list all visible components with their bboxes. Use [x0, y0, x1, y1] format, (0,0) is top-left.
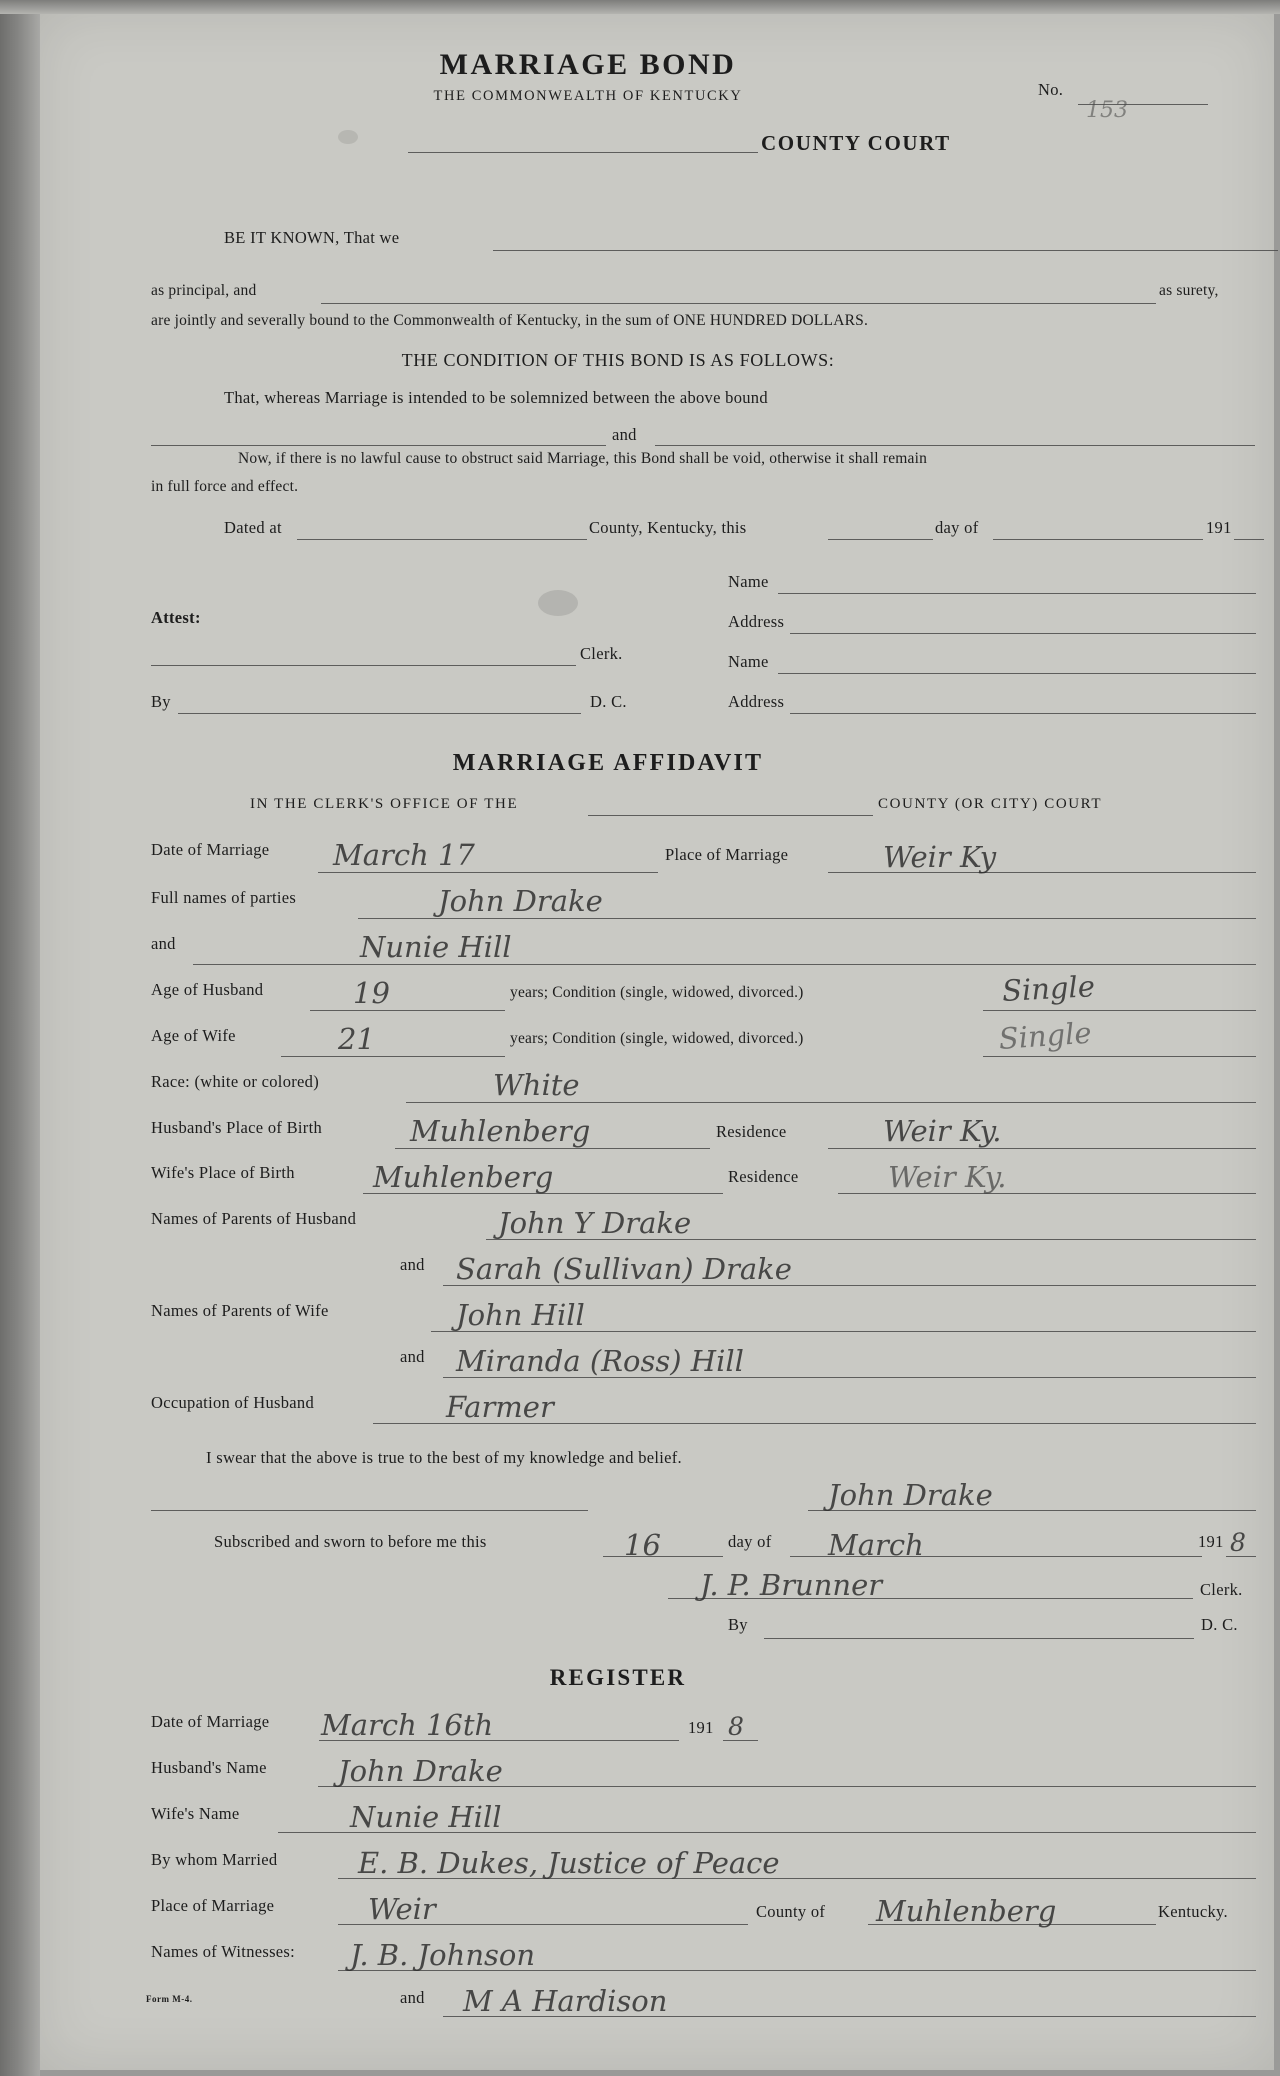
bond-and-label: and [612, 425, 637, 444]
now-if-text: Now, if there is no lawful cause to obstruct said Marriage, this Bond shall be void, otherwise it shall remain [238, 450, 928, 467]
parents-husband-and-value: Sarah (Sullivan) Drake [456, 1252, 792, 1286]
years-condition-label-wife: years; Condition (single, widowed, divorced.) [510, 1030, 804, 1047]
county-ky-this-label: County, Kentucky, this [589, 518, 747, 537]
clerks-office-label: IN THE CLERK'S OFFICE OF THE [250, 796, 519, 812]
scan-top-edge [0, 0, 1280, 14]
bound-party-1-rule [151, 445, 606, 446]
husband-birth-value: Muhlenberg [410, 1114, 591, 1148]
dc-label-affidavit: D. C. [1201, 1615, 1238, 1634]
subscribed-year-prefix: 191 [1198, 1532, 1224, 1551]
race-value: White [493, 1068, 580, 1102]
register-by-whom-value: E. B. Dukes, Justice of Peace [358, 1846, 780, 1880]
husband-residence-label: Residence [716, 1122, 787, 1141]
page-title: MARRIAGE BOND [439, 48, 737, 81]
clerk-label-bond: Clerk. [580, 644, 623, 663]
bond-number-rule [1078, 104, 1208, 105]
form-code: Form M-4. [146, 1994, 193, 2004]
parents-wife-value: John Hill [456, 1298, 585, 1332]
document-page [38, 10, 1274, 2070]
register-heading: REGISTER [549, 1665, 687, 1690]
bound-party-2-rule [655, 445, 1255, 446]
name-label-1: Name [728, 572, 769, 591]
register-county-value: Muhlenberg [876, 1894, 1057, 1928]
full-names-label: Full names of parties [151, 888, 297, 907]
register-place-label: Place of Marriage [151, 1896, 275, 1915]
register-witness2-value: M A Hardison [463, 1984, 668, 2018]
register-county-of-label: County of [756, 1902, 826, 1921]
occupation-label: Occupation of Husband [151, 1393, 315, 1412]
as-principal-label: as principal, and [151, 282, 257, 299]
register-wife-label: Wife's Name [151, 1804, 240, 1823]
register-place-value: Weir [368, 1892, 436, 1926]
by-rule-bond [178, 713, 581, 714]
clerk-label-affidavit: Clerk. [1200, 1580, 1243, 1599]
county-court-label: COUNTY COURT [761, 131, 951, 155]
wife-birth-value: Muhlenberg [373, 1160, 554, 1194]
condition-wife-rule [983, 1056, 1256, 1057]
age-wife-rule [281, 1056, 505, 1057]
full-names-and-value: Nunie Hill [360, 930, 512, 964]
full-names-rule [358, 918, 1256, 919]
register-husband-label: Husband's Name [151, 1758, 267, 1777]
subscribed-month-value: March [828, 1528, 924, 1562]
subscribed-year-digit: 8 [1230, 1528, 1246, 1557]
register-kentucky-label: Kentucky. [1158, 1902, 1228, 1921]
affiant-left-rule [151, 1510, 588, 1511]
affiant-signature: John Drake [828, 1478, 993, 1512]
parents-husband-label: Names of Parents of Husband [151, 1209, 357, 1228]
year-rule-bond [1234, 539, 1264, 540]
date-of-marriage-label: Date of Marriage [151, 840, 270, 859]
name-rule-2 [778, 673, 1256, 674]
register-witnesses-label: Names of Witnesses: [151, 1942, 296, 1961]
bond-number-value: 153 [1086, 98, 1128, 123]
address-label-1: Address [728, 612, 785, 631]
register-and-label: and [400, 1988, 425, 2007]
by-rule-affidavit [764, 1638, 1194, 1639]
full-names-and-label: and [151, 934, 176, 953]
dc-label-bond: D. C. [590, 692, 627, 711]
address-rule-1 [790, 633, 1256, 634]
subscribed-day-value: 16 [624, 1528, 661, 1562]
race-rule [406, 1102, 1256, 1103]
subscribed-label: Subscribed and sworn to before me this [214, 1532, 487, 1551]
husband-residence-value: Weir Ky. [883, 1114, 1002, 1148]
age-husband-value: 19 [353, 976, 390, 1010]
clerk-signature-rule [151, 665, 576, 666]
affidavit-heading: MARRIAGE AFFIDAVIT [452, 750, 764, 776]
wife-residence-label: Residence [728, 1167, 799, 1186]
name-label-2: Name [728, 652, 769, 671]
age-wife-value: 21 [338, 1022, 375, 1056]
jointly-bound-text: are jointly and severally bound to the Commonwealth of Kentucky, in the sum of ONE HUNDRED DOLLARS. [151, 312, 869, 329]
bond-number-label: No. [1038, 80, 1064, 99]
subscribed-day-of-label: day of [728, 1532, 772, 1551]
dated-at-label: Dated at [224, 518, 282, 537]
age-husband-label: Age of Husband [151, 980, 264, 999]
wife-birth-label: Wife's Place of Birth [151, 1163, 295, 1182]
register-date-label: Date of Marriage [151, 1712, 270, 1731]
parents-wife-and-value: Miranda (Ross) Hill [456, 1344, 744, 1378]
husband-birth-rule [395, 1148, 710, 1149]
subscribed-year-rule [1226, 1556, 1256, 1557]
month-rule [993, 539, 1203, 540]
day-of-label: day of [935, 518, 979, 537]
full-names-and-rule [193, 964, 1256, 965]
in-full-force-text: in full force and effect. [151, 478, 299, 495]
dated-at-rule [297, 539, 587, 540]
scan-blotch [338, 130, 358, 144]
register-date-value: March 16th [321, 1708, 494, 1742]
condition-husband-value: Single [1001, 969, 1096, 1008]
county-or-city-court-label: COUNTY (OR CITY) COURT [878, 796, 1103, 812]
scan-blotch [538, 590, 578, 616]
name-rule-1 [778, 593, 1256, 594]
husband-birth-label: Husband's Place of Birth [151, 1118, 323, 1137]
by-label-affidavit: By [728, 1615, 748, 1634]
register-year-rule [723, 1740, 758, 1741]
year-prefix-bond: 191 [1206, 518, 1232, 537]
attest-label: Attest: [151, 608, 201, 627]
parents-husband-value: John Y Drake [498, 1206, 692, 1240]
by-label-bond: By [151, 692, 171, 711]
clerk-signature-value: J. P. Brunner [700, 1568, 883, 1602]
register-year-digit: 8 [728, 1712, 744, 1741]
be-it-known-label: BE IT KNOWN, That we [224, 228, 400, 247]
page-subtitle: THE COMMONWEALTH OF KENTUCKY [433, 88, 743, 104]
condition-heading: THE CONDITION OF THIS BOND IS AS FOLLOWS: [401, 350, 835, 370]
register-witness1-value: J. B. Johnson [350, 1938, 536, 1972]
county-court-rule [408, 152, 758, 153]
husband-residence-rule [828, 1148, 1256, 1149]
as-principal-rule [321, 303, 1156, 304]
register-wife-value: Nunie Hill [350, 1800, 502, 1834]
years-condition-label-husband: years; Condition (single, widowed, divorced.) [510, 984, 804, 1001]
age-husband-rule [310, 1010, 505, 1011]
parents-husband-and-label: and [400, 1255, 425, 1274]
occupation-value: Farmer [446, 1390, 554, 1424]
place-of-marriage-value: Weir Ky [883, 840, 997, 874]
condition-husband-rule [983, 1010, 1256, 1011]
day-rule [828, 539, 933, 540]
full-names-value: John Drake [438, 884, 603, 918]
date-of-marriage-value: March 17 [333, 838, 475, 872]
age-wife-label: Age of Wife [151, 1026, 236, 1045]
clerks-office-rule [588, 815, 873, 816]
address-rule-2 [790, 713, 1256, 714]
race-label: Race: (white or colored) [151, 1072, 320, 1091]
register-husband-value: John Drake [338, 1754, 503, 1788]
register-by-whom-label: By whom Married [151, 1850, 278, 1869]
address-label-2: Address [728, 692, 785, 711]
as-surety-label: as surety, [1159, 282, 1219, 299]
scan-left-edge [0, 0, 40, 2076]
subscribed-day-rule [603, 1556, 723, 1557]
condition-wife-value: Single [997, 1015, 1093, 1056]
be-it-known-rule [493, 250, 1278, 251]
parents-wife-label: Names of Parents of Wife [151, 1301, 329, 1320]
oath-text: I swear that the above is true to the best of my knowledge and belief. [206, 1448, 682, 1467]
register-year-prefix: 191 [688, 1718, 714, 1737]
condition-line-1: That, whereas Marriage is intended to be solemnized between the above bound [224, 388, 768, 407]
date-of-marriage-rule [318, 872, 658, 873]
place-of-marriage-label: Place of Marriage [665, 845, 789, 864]
parents-wife-and-label: and [400, 1347, 425, 1366]
wife-residence-value: Weir Ky. [888, 1160, 1007, 1194]
